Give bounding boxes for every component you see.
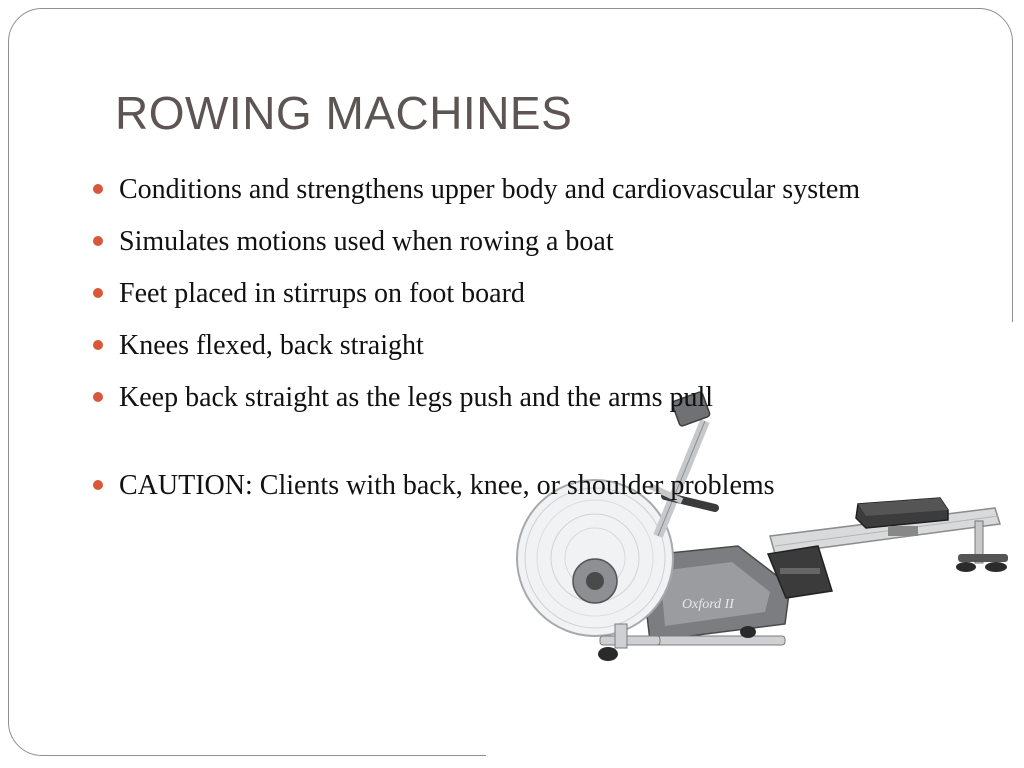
bullet-text: Conditions and strengthens upper body and cardiovascular system: [119, 174, 861, 205]
bullet-dot: [93, 392, 103, 402]
bullet-item: [90, 376, 910, 420]
bullet-dot: [93, 236, 103, 246]
bullet-text: Knees flexed, back straight: [119, 330, 424, 361]
bullet-text: Feet placed in stirrups on foot board: [119, 278, 525, 309]
bullet-item: [90, 220, 910, 264]
bullet-list: [90, 168, 910, 516]
bullet-item: [90, 324, 910, 368]
bullet-item: [90, 272, 910, 316]
bullet-text: Keep back straight as the legs push and the arms pull: [119, 382, 714, 413]
bullet-text: CAUTION: Clients with back, knee, or shoulder problems: [119, 470, 775, 501]
bullet-item: [90, 168, 910, 212]
bullet-dot: [93, 288, 103, 298]
bullet-text: Simulates motions used when rowing a boat: [119, 226, 614, 257]
bullet-item-caution: [90, 464, 910, 508]
frame-gap-bottom: [486, 740, 1024, 768]
brand-label: Oxford II: [682, 597, 734, 612]
bullet-dot: [93, 340, 103, 350]
bullet-dot: [93, 184, 103, 194]
slide-title: ROWING MACHINES: [115, 87, 573, 139]
bullet-dot: [93, 480, 103, 490]
